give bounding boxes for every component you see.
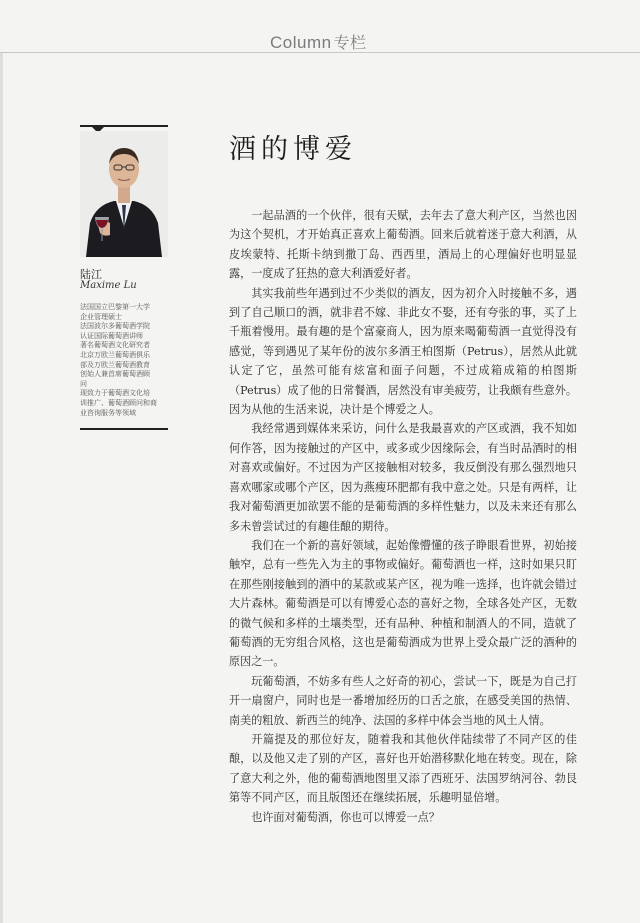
author-name-en: Maxime Lu — [80, 280, 137, 291]
article-paragraph: 也许面对葡萄酒，你也可以博爱一点？ — [251, 810, 440, 824]
article-paragraph: 我们在一个新的喜好领域，起始像懵懂的孩子睁眼看世界，初始接触窄，总有一些先入为主的事物或偏好。葡萄酒也一样，这时如果只盯在那些刚接触到的酒中的某款或某产区，视为唯一选择，也许就会错过大片森林。葡萄酒是可以有博爱心态的喜好之物，全球各处产区，无数的微气候和多样的土壤类型，还有品种、种植和制酒人的不同，造就了葡萄酒的无穷组合风格，这也是葡萄酒成为世界上受众最广泛的酒种的原因之一。 — [229, 538, 577, 669]
article-paragraph: 一起品酒的一个伙伴，很有天赋，去年去了意大利产区，当然也因为这个契机，才开始真正喜欢上葡萄酒。回来后就着迷于意大利酒，从皮埃蒙特、托斯卡纳到撒丁岛、西西里，酒局上的心理偏好也明显显露，一度成了狂热的意大利酒爱好者。 — [229, 209, 577, 281]
bio-line: 部及万欧兰葡萄酒教育 — [80, 360, 150, 369]
column-header — [270, 30, 367, 53]
bio-line: 法国国立巴黎第一大学 — [80, 303, 150, 311]
sidebar-bottom-rule — [80, 428, 168, 430]
author-photo — [80, 131, 168, 257]
bio-line: 著名葡萄酒文化研究者 — [80, 341, 150, 350]
page-edge — [0, 52, 3, 923]
author-name: 陆江 — [80, 268, 102, 281]
bio-line: 问 — [80, 379, 87, 388]
article-paragraph: 开篇提及的那位好友，随着我和其他伙伴陆续带了不同产区的佳酿，以及他又走了别的产区，喜好也开始潜移默化地在转变。现在，除了意大利之外，他的葡萄酒地图里又添了西班牙、法国罗纳河谷、勃艮第等不同产区，而且版图还在继续拓展，乐趣明显倍增。 — [229, 732, 577, 805]
article-paragraph: 玩葡萄酒，不妨多有些人之好奇的初心，尝试一下，既是为自己打开一扇窗户，同时也是一番增加经历的口舌之旅，在感受美国的热情、南美的粗放、新西兰的纯净、法国的多样中体会当地的风土人情。 — [229, 674, 577, 727]
bio-line: 创始人兼首席葡萄酒顾 — [80, 370, 150, 379]
article-title: 酒的博爱 — [229, 134, 357, 165]
bio-line: 企业管理硕士 — [80, 312, 122, 321]
article-paragraph: 其实我前些年遇到过不少类似的酒友，因为初介入时接触不多，遇到了自己顺口的酒，就非君不嫁、非此女不娶，还有夸张的事，买了上千瓶着慢用。最有趣的是个富豪商人，因为原来喝葡萄酒一直觉得没有感觉，等到遇见了某年份的波尔多酒王柏图斯（Petrus），居然从此就认定了它，虽然可能有炫富和面子问题，不过成箱成箱的柏图斯（Petrus）成了他的日常餐酒，居然没有审美疲劳，让我颇有些意外。因为从他的生活来说，决计是个博爱之人。 — [229, 286, 577, 417]
header-rule — [0, 52, 640, 53]
column-label-en: Column — [270, 33, 332, 52]
article-paragraph: 我经常遇到媒体来采访，问什么是我最喜欢的产区或酒，我不知如何作答，因为接触过的产区中，或多或少因缘际会，有当时品酒时的相对喜欢或偏好。不过因为产区接触相对较多，我反倒没有那么强烈地只喜欢哪家或哪个产区，因为燕瘦环肥都有我中意之处。只是有两样，让我对葡萄酒更加欲罢不能的是葡萄酒的多样性魅力，以及未来还有那么多未曾尝试过的有趣佳酿的期待。 — [229, 422, 577, 533]
bio-line: 业咨询服务等领域 — [80, 408, 136, 417]
author-bio — [80, 303, 168, 418]
bio-line: 认证国际葡萄酒讲师 — [80, 331, 143, 340]
bio-line: 法国波尔多葡萄酒学院 — [80, 322, 150, 331]
bio-line: 训推广、葡萄酒顾问和商 — [80, 398, 157, 407]
article-body — [229, 206, 577, 827]
column-label-zh: 专栏 — [333, 35, 367, 52]
bio-line: 北京万欧兰葡萄酒俱乐 — [80, 350, 150, 359]
bio-line: 现致力于葡萄酒文化培 — [80, 389, 150, 398]
author-portrait — [80, 131, 168, 257]
